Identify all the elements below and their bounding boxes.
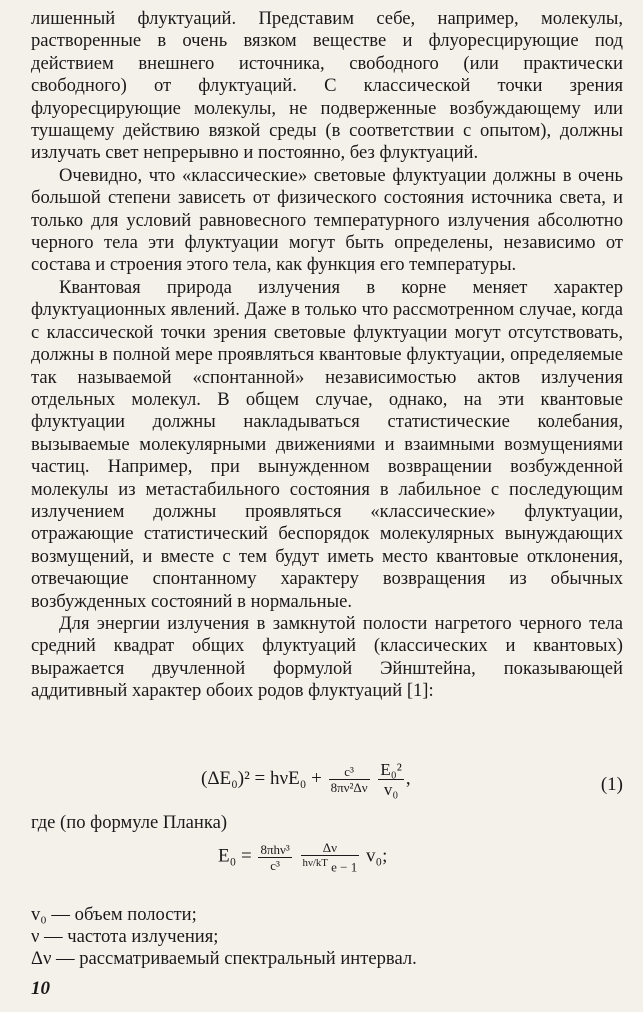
page-number: 10 — [31, 978, 50, 999]
equation-number: (1) — [600, 774, 623, 795]
eq1-denominator: 8πν²Δν — [330, 780, 368, 795]
paragraph: лишенный флуктуаций. Представим себе, например, молекулы, растворенные в очень вязком веществе и флуоресцирующие под действием внешнего источника, свободного (или практически свободного) от флуктуаций. С классической точки зрения флуоресцирующие молекулы, не подверженные возбуждающему или тушащему действию вязкой среды (в соответствии с опытом), должны излучать свет непрерывно и постоянно, без флуктуаций. — [31, 8, 623, 164]
eq2-exp-term — [301, 856, 360, 874]
definition-item: Δν — рассматриваемый спектральный интервал. — [31, 948, 417, 969]
eq2-dnu: Δν — [301, 840, 360, 856]
definition-item: ν — частота излучения; — [31, 926, 219, 947]
equation-1 — [31, 760, 623, 814]
eq2-lhs: E₀ = — [218, 845, 252, 867]
eq1-c3: c³ — [329, 764, 370, 780]
eq1-fraction-c3 — [329, 764, 370, 795]
eq1-v0: v₀ — [383, 780, 399, 799]
eq2-fraction-planck — [258, 842, 291, 873]
paragraph: Квантовая природа излучения в корне меняет характер флуктуационных явлений. Даже в только что рассмотренном случае, когда с классической точки зрения световые флуктуации могут отсутствовать, должны в полной мере проявляться квантовые флуктуации, определяемые так называемой «спонтанной» независимостью актов излучения отдельных молекул. В общем случае, однако, на эти квантовые флуктуации должны накладываться статистические колебания, вызываемые молекулярными движениями и взаимными возмущениями частиц. Например, при вынужденном возвращении возбужденной молекулы из метастабильного состояния в лабильное с последующим излучением должны проявляться «классические» флуктуации, отражающие статистический беспорядок молекулярных вынуждающих возмущений, и вместе с тем будут иметь место квантовые отклонения, отвечающие спонтанному характеру возвращения из обычных возбужденных состояний в нормальные. — [31, 276, 623, 612]
where-line: где (по формуле Планка) — [31, 812, 228, 833]
eq1-lhs: (ΔE₀)² = hνE₀ + — [201, 767, 322, 789]
paragraph: Очевидно, что «классические» световые флуктуации должны в очень большой степени зависеть от физического состояния источника света, и только для условий равновесного температурного излучения абсолютно черного тела эти флуктуации могут быть определены, независимо от состава и строения этого тела, как функция его температуры. — [31, 164, 623, 276]
paragraph: Для энергии излучения в замкнутой полости нагретого черного тела средний квадрат общих флуктуаций (классических и квантовых) выражается двучленной формулой Эйнштейна, показывающей аддитивный характер обоих родов флуктуаций [1]: — [31, 612, 623, 702]
eq1-fraction-e0 — [378, 760, 403, 799]
equation-1-formula: (ΔE₀)² = hνE₀ + $\frac{\text{c³}}{\text{8πν²Δν}}$ $\frac{\text{E₀²}}{\text{v₀}}$ , — [201, 760, 411, 799]
definition-item: v₀ — объем полости; — [31, 904, 197, 925]
eq2-minus: e − 1 — [331, 859, 358, 875]
eq2-tail: v₀; — [366, 845, 388, 867]
eq2-denominator: c³ — [270, 857, 280, 873]
eq2-numerator: 8πhν³ — [260, 841, 290, 857]
eq2-fraction-dnu — [301, 840, 360, 874]
eq1-e0-squared: E₀² — [380, 760, 402, 779]
definitions — [31, 904, 417, 970]
equation-2 — [218, 840, 387, 874]
eq2-exponent: hν/kT — [302, 857, 328, 869]
body-text — [31, 8, 623, 703]
